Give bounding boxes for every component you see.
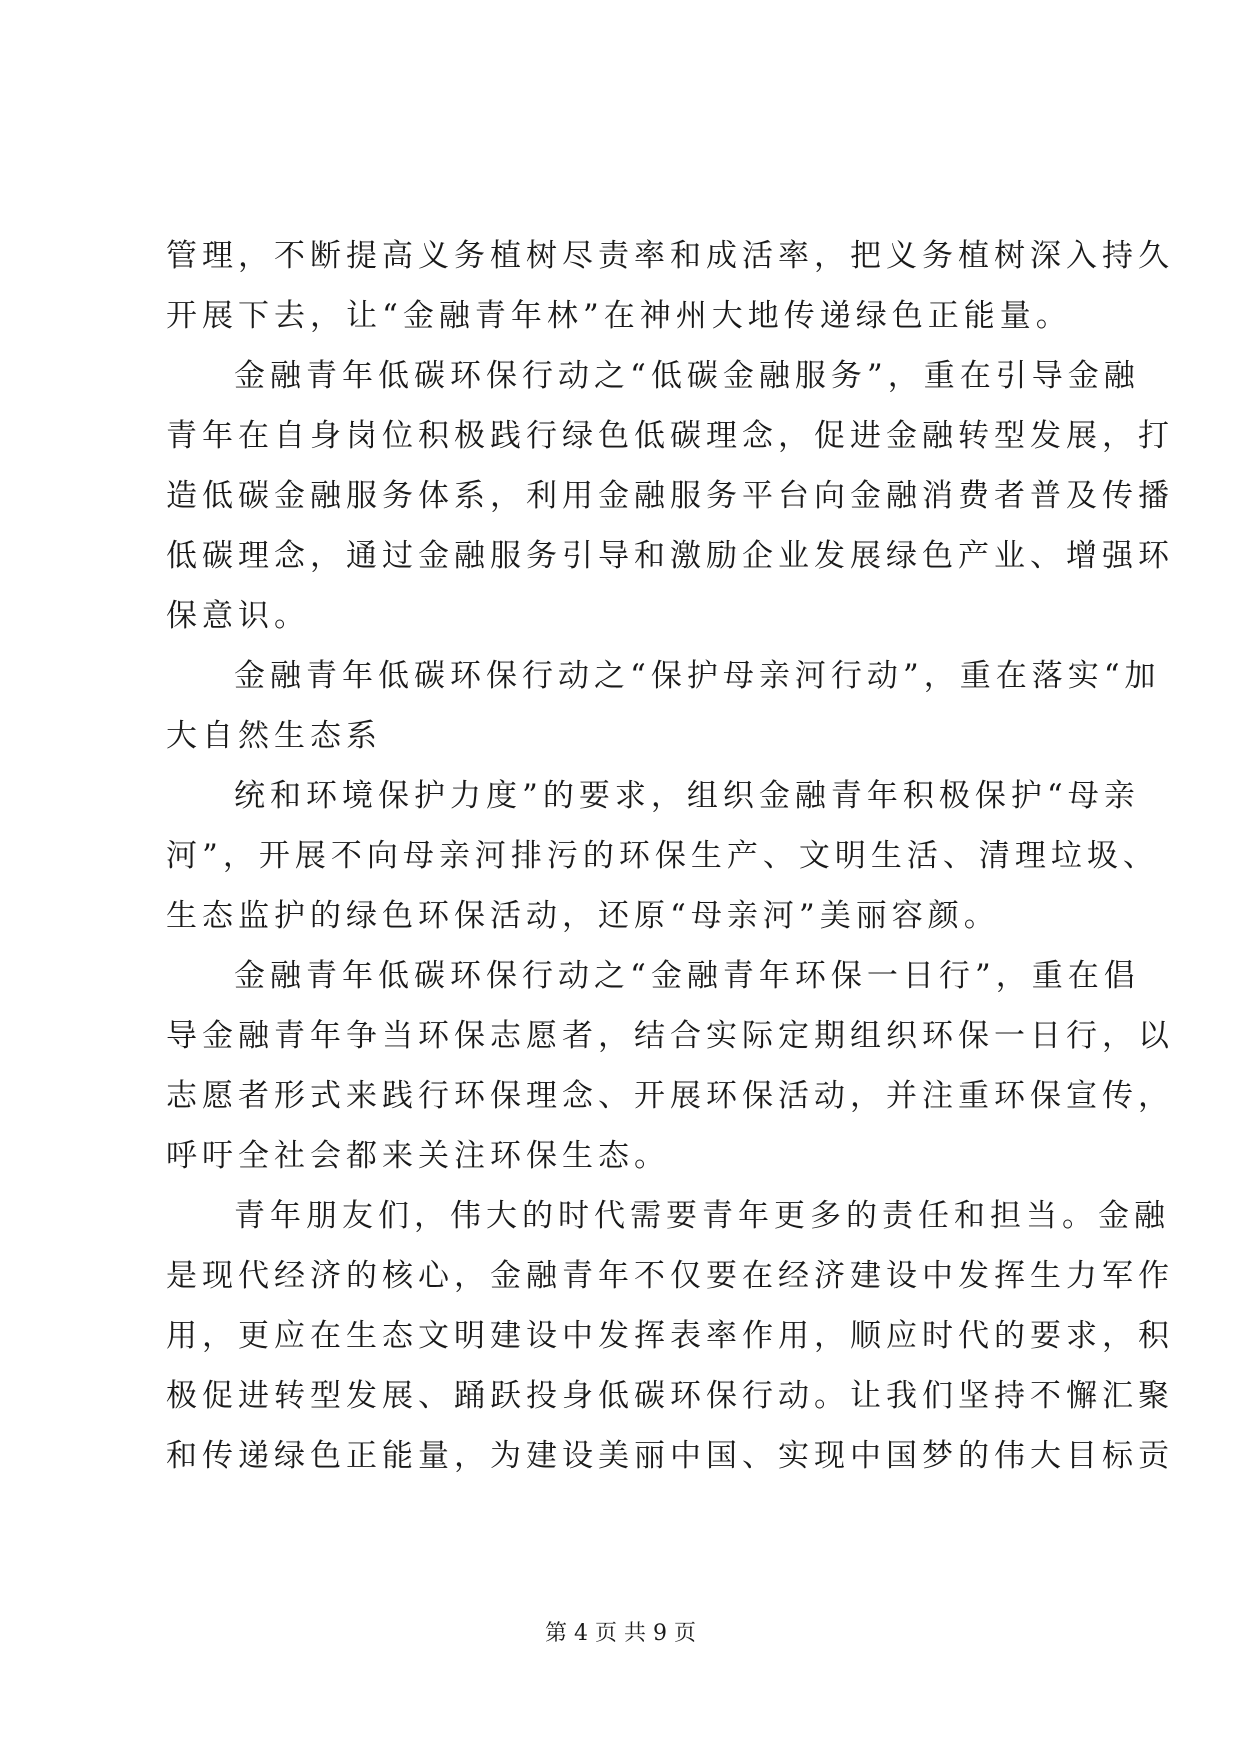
text-line: 和传递绿色正能量，为建设美丽中国、实现中国梦的伟大目标贡: [166, 1438, 1174, 1474]
paragraph-start-line: 金融青年低碳环保行动之“金融青年环保一日行”，重在倡: [234, 958, 1140, 994]
text-line: 是现代经济的核心，金融青年不仅要在经济建设中发挥生力军作: [166, 1258, 1174, 1294]
text-line: 用，更应在生态文明建设中发挥表率作用，顺应时代的要求，积: [166, 1318, 1174, 1354]
text-line: 呼吁全社会都来关注环保生态。: [166, 1138, 670, 1174]
text-line: 极促进转型发展、踊跃投身低碳环保行动。让我们坚持不懈汇聚: [166, 1378, 1174, 1414]
text-line: 管理，不断提高义务植树尽责率和成活率，把义务植树深入持久: [166, 238, 1174, 274]
text-line: 低碳理念，通过金融服务引导和激励企业发展绿色产业、增强环: [166, 538, 1174, 574]
text-line: 造低碳金融服务体系，利用金融服务平台向金融消费者普及传播: [166, 478, 1174, 514]
paragraph-start-line: 青年朋友们，伟大的时代需要青年更多的责任和担当。金融: [234, 1198, 1170, 1234]
text-line: 导金融青年争当环保志愿者，结合实际定期组织环保一日行，以: [166, 1018, 1174, 1054]
text-line: 志愿者形式来践行环保理念、开展环保活动，并注重环保宣传，: [166, 1078, 1174, 1114]
text-line: 生态监护的绿色环保活动，还原“母亲河”美丽容颜。: [166, 898, 1000, 934]
paragraph-start-line: 金融青年低碳环保行动之“保护母亲河行动”，重在落实“加: [234, 658, 1161, 694]
page-number-footer: 第 4 页 共 9 页: [545, 1621, 696, 1646]
body-text: [166, 226, 1174, 1486]
text-line: 大自然生态系: [166, 718, 382, 754]
paragraph-start-line: 统和环境保护力度”的要求，组织金融青年积极保护“母亲: [234, 778, 1140, 814]
text-line: 河”，开展不向母亲河排污的环保生产、文明生活、清理垃圾、: [166, 838, 1159, 874]
text-line: 青年在自身岗位积极践行绿色低碳理念，促进金融转型发展，打: [166, 418, 1174, 454]
text-line: 开展下去，让“金融青年林”在神州大地传递绿色正能量。: [166, 298, 1072, 334]
paragraph-start-line: 金融青年低碳环保行动之“低碳金融服务”，重在引导金融: [234, 358, 1140, 394]
text-line: 保意识。: [166, 598, 310, 634]
